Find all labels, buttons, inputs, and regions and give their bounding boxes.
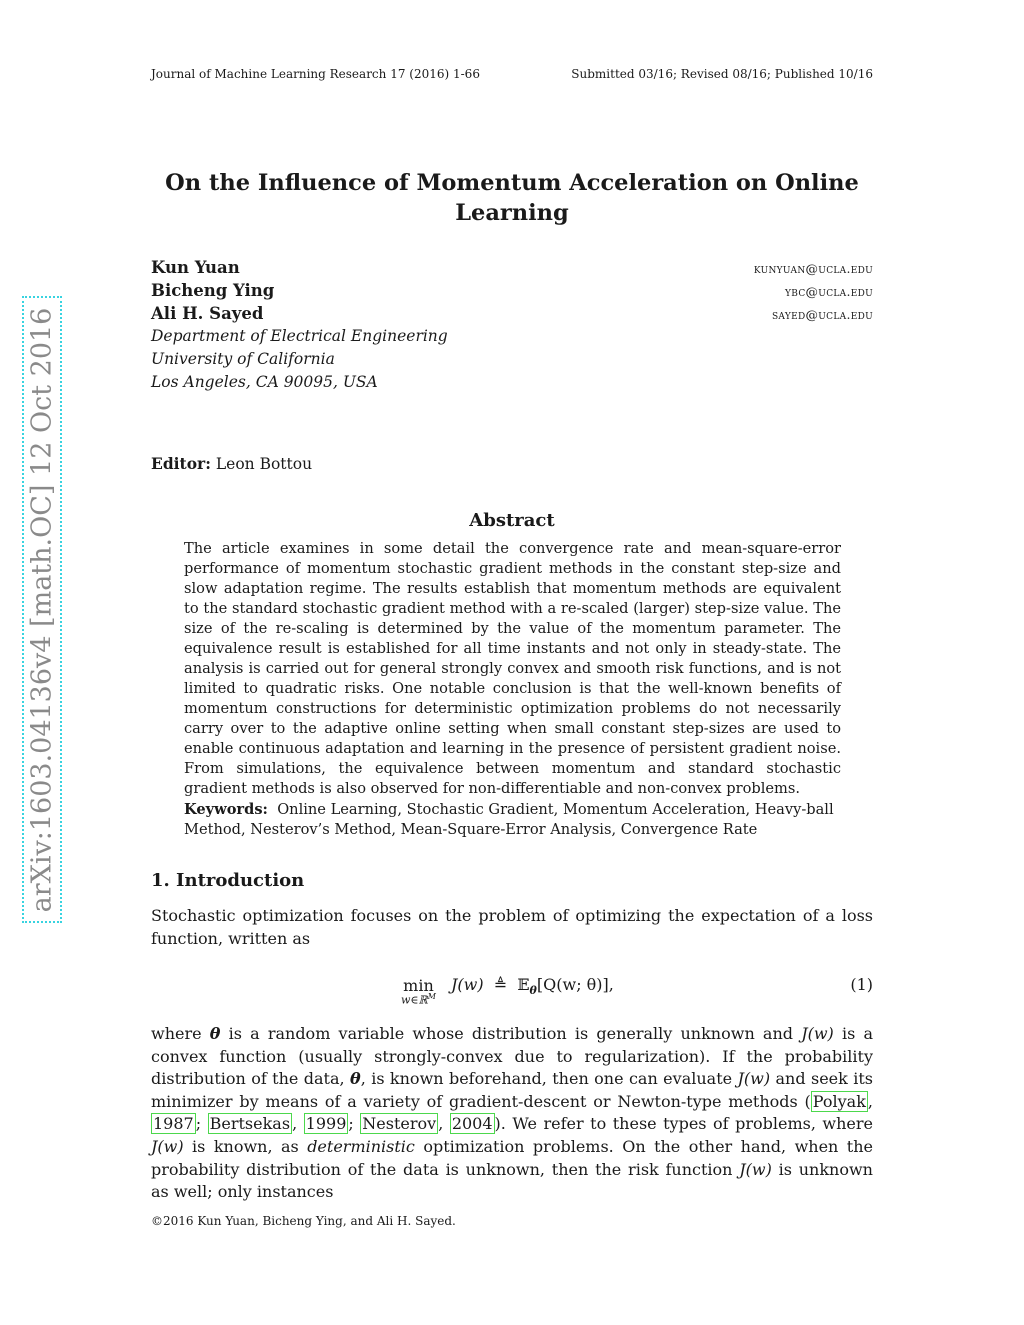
journal-header: Journal of Machine Learning Research 17 (2016) 1-66 xyxy=(151,67,480,81)
citation-link[interactable]: 1999 xyxy=(305,1114,347,1134)
equation-number: (1) xyxy=(850,975,873,994)
editor-label: Editor: xyxy=(151,454,211,473)
editor-name: Leon Bottou xyxy=(215,455,313,473)
keywords-label: Keywords: xyxy=(184,801,268,818)
affiliation-line: University of California xyxy=(151,350,335,368)
abstract-heading: Abstract xyxy=(469,510,555,531)
equation-expression: J(w) ≜ 𝔼$_\theta$[Q(w; θ)], xyxy=(451,975,614,998)
citation-link[interactable]: Nesterov xyxy=(362,1114,437,1134)
intro-paragraph-2: where θ is a random variable whose distribution is generally unknown and J(w) is a convex function (usually strongly-convex due to regularization). If the probability distribution of the data, θ, is known beforehand, then one can evaluate J(w) and seek its minimizer by means of a variety of gradient-descent or Newton-type methods ( Polyak , 1987 ; Bertsekas , 1999 ; Nesterov , 2004 ). We refer to these types of problems, where J(w) is known, as deterministic optimization problems. On the other hand, when the probability distribution of the data is unknown, then the risk function J(w) is unknown as well; only instances xyxy=(151,1024,874,1202)
author-email: sayed@ucla.edu xyxy=(771,307,873,322)
keywords-list: Online Learning, Stochastic Gradient, Momentum Acceleration, Heavy-ball Method, Nesterov’s Method, Mean-Square-Error Analysis, Convergence Rate xyxy=(184,801,834,838)
section-heading: 1. Introduction xyxy=(151,870,305,891)
author-name: Ali H. Sayed xyxy=(151,304,264,323)
copyright-footer: ©2016 Kun Yuan, Bicheng Ying, and Ali H. Sayed. xyxy=(151,1214,456,1228)
submission-dates: Submitted 03/16; Revised 08/16; Published 10/16 xyxy=(571,67,873,81)
citation-link[interactable]: 1987 xyxy=(153,1114,194,1134)
editor-line xyxy=(151,454,312,473)
citation-link[interactable]: Polyak xyxy=(812,1091,866,1111)
author-email: ybc@ucla.edu xyxy=(785,284,873,299)
author-name: Kun Yuan xyxy=(151,258,240,277)
abstract-text: The article examines in some detail the convergence rate and mean-square-error performance of momentum stochastic gradient methods in the constant step-size and slow adaptation regime. The results establish that momentum methods are equivalent to the standard stochastic gradient method with a re-scaled (larger) step-size value. The size of the re-scaling is determined by the value of the momentum parameter. The equivalence result is established for all time instants and not only in steady-state. The analysis is carried out for general strongly convex and smooth risk functions, and is not limited to quadratic risks. One notable conclusion is that the well-known benefits of momentum constructions for deterministic optimization problems do not necessarily carry over to the adaptive online setting when small constant step-sizes are used to enable continuous adaptation and learning in the presence of persistent gradient noise. From simulations, the equivalence between momentum and standard stochastic gradient methods is also observed for non-differentiable and non-convex problems. xyxy=(184,540,841,797)
equation-min: min w∈ℝ$^M$ xyxy=(401,976,436,1007)
author-email: kunyuan@ucla.edu xyxy=(753,261,873,276)
paper-title: On the Influence of Momentum Acceleration on Online Learning xyxy=(165,170,859,226)
intro-paragraph: Stochastic optimization focuses on the problem of optimizing the expectation of a loss function, written as xyxy=(151,906,873,948)
affiliation-line: Department of Electrical Engineering xyxy=(151,327,448,345)
affiliation-line: Los Angeles, CA 90095, USA xyxy=(151,373,378,391)
arxiv-stamp-text: arXiv:1603.04136v4 [math.OC] 12 Oct 2016 xyxy=(26,307,58,912)
citation-link[interactable]: 2004 xyxy=(451,1114,493,1134)
keywords xyxy=(184,800,841,840)
equation-1 xyxy=(151,966,873,1010)
citation-link[interactable]: Bertsekas xyxy=(209,1114,291,1134)
arxiv-stamp[interactable] xyxy=(22,296,62,923)
author-name: Bicheng Ying xyxy=(151,281,275,300)
